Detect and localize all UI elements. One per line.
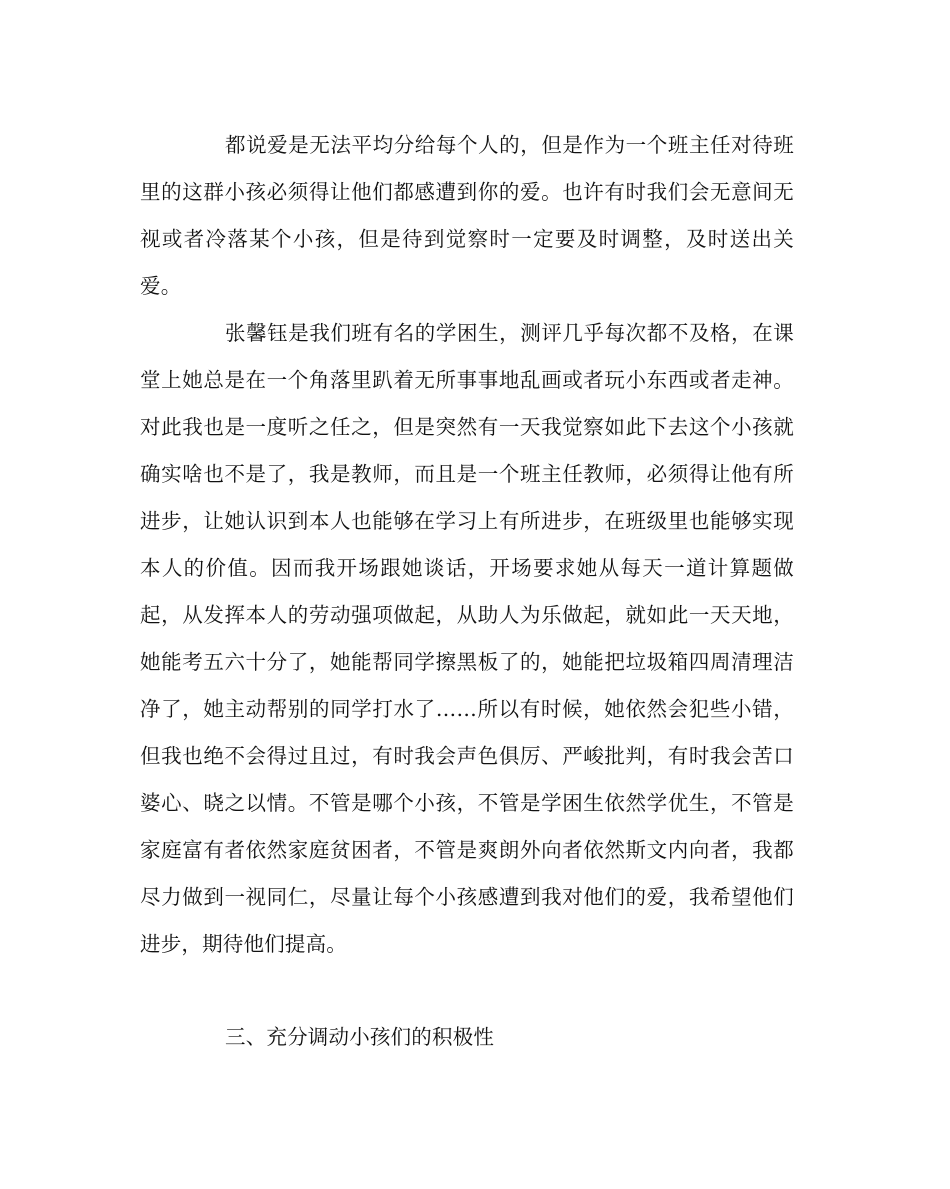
paragraph-1: 都说爱是无法平均分给每个人的，但是作为一个班主任对待班里的这群小孩必须得让他们都感遭到你的爱。也许有时我们会无意间无视或者冷落某个小孩，但是待到觉察时一定要及时调整，及时送出关爱。 bbox=[140, 133, 794, 298]
paragraph-2: 张馨钰是我们班有名的学困生，测评几乎每次都不及格，在课堂上她总是在一个角落里趴着无所事事地乱画或者玩小东西或者走神。对此我也是一度听之任之，但是突然有一天我觉察如此下去这个小孩就确实啥也不是了，我是教师，而且是一个班主任教师，必须得让他有所进步，让她认识到本人也能够在学习上有所进步，在班级里也能够实现本人的价值。因而我开场跟她谈话，开场要求她从每天一道计算题做起，从发挥本人的劳动强项做起，从助人为乐做起，就如此一天天地，她能考五六十分了，她能帮同学擦黑板了的，她能把垃圾箱四周清理洁净了，她主动帮别的同学打水了……所以有时候，她依然会犯些小错，但我也绝不会得过且过，有时我会声色俱厉、严峻批判，有时我会苦口婆心、晓之以情。不管是哪个小孩，不管是学困生依然学优生，不管是家庭富有者依然家庭贫困者，不管是爽朗外向者依然斯文内向者，我都尽力做到一视同仁，尽量让每个小孩感遭到我对他们的爱，我希望他们进步，期待他们提高。 bbox=[140, 321, 794, 956]
section-heading: 三、充分调动小孩们的积极性 bbox=[225, 1025, 495, 1049]
